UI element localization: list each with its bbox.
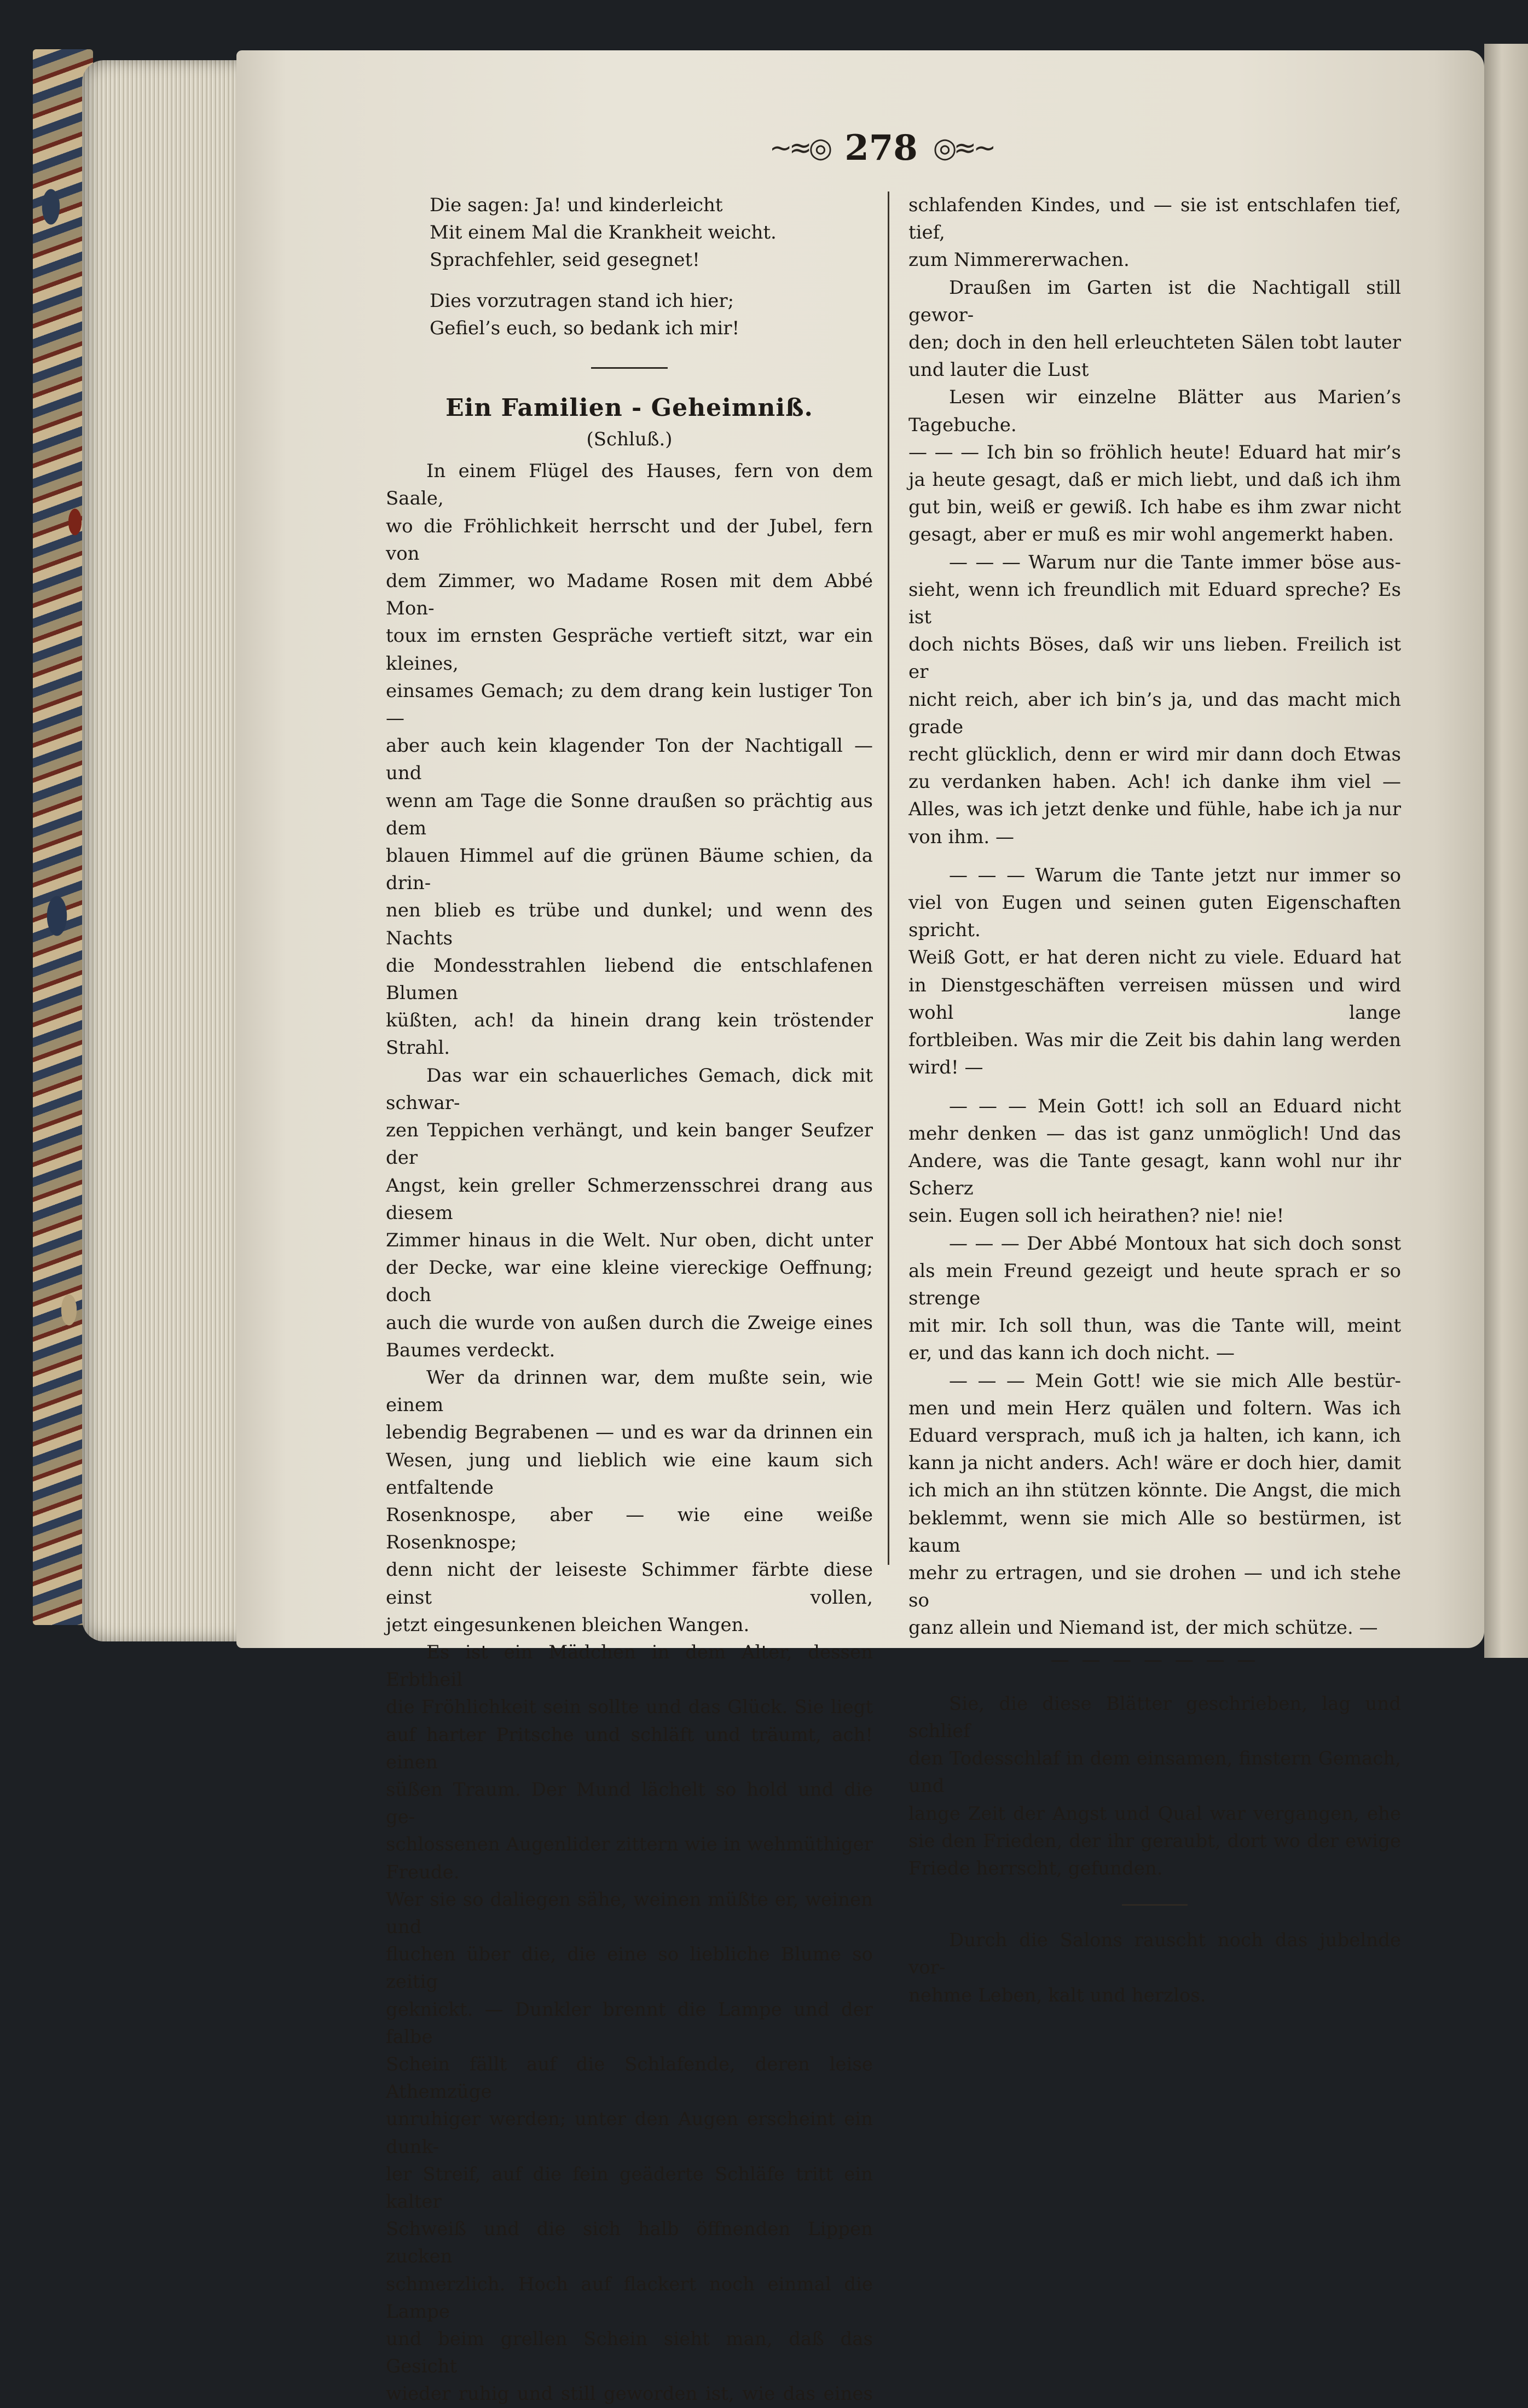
- text-line: Das war ein schauerliches Gemach, dick mit schwar-: [386, 1064, 873, 1114]
- text-line: dem Zimmer, wo Madame Rosen mit dem Abbé Mon-: [386, 570, 873, 620]
- text-line: — — — Warum die Tante jetzt nur immer so: [949, 864, 1401, 886]
- text-line: blauen Himmel auf die grünen Bäume schien, da drin-: [386, 845, 873, 895]
- text-line: Baumes verdeckt.: [386, 1339, 555, 1361]
- text-line: unruhiger werden; unter den Augen erscheint ein dunk-: [386, 2108, 873, 2158]
- article-title: Ein Familien - Geheimniß.: [445, 394, 813, 422]
- text-line: Wer da drinnen war, dem mußte sein, wie einem: [386, 1366, 873, 1417]
- text-line: lange Zeit der Angst und Qual war vergangen, ehe: [908, 1802, 1401, 1825]
- paragraph: [386, 1639, 873, 2408]
- text-line: einsames Gemach; zu dem drang kein lustiger Ton —: [386, 680, 873, 730]
- verse-line: Mit einem Mal die Krankheit weicht.: [430, 222, 777, 244]
- text-line: schlossenen Augenlider zittern wie in wehmüthiger Freude.: [386, 1833, 873, 1883]
- text-line: lebendig Begrabenen — und es war da drinnen ein: [386, 1421, 873, 1444]
- paragraph: [908, 862, 1401, 1082]
- text-line: den; doch in den hell erleuchteten Sälen tobt lauter: [908, 332, 1401, 354]
- text-line: auf harter Pritsche und schläft und träumt, ach! einen: [386, 1724, 873, 1773]
- text-line: gut bin, weiß er gewiß. Ich habe es ihm zwar nicht: [908, 496, 1401, 519]
- text-line: und lauter die Lust: [908, 359, 1089, 381]
- dash-separator: — — — — — — —: [1050, 1649, 1259, 1671]
- text-line: Weiß Gott, er hat deren nicht zu viele. Eduard hat: [908, 947, 1401, 969]
- text-line: wieder ruhig und still geworden ist, wie das eines: [386, 2383, 873, 2405]
- text-line: nen blieb es trübe und dunkel; und wenn des Nachts: [386, 900, 873, 949]
- text-line: doch nichts Böses, daß wir uns lieben. Freilich ist er: [908, 634, 1401, 683]
- text-line: beklemmt, wenn sie mich Alle so bestürmen, ist kaum: [908, 1507, 1401, 1557]
- column-divider: [888, 192, 889, 1565]
- text-line: fluchen über die, die eine so liebliche Blume so zeitig: [386, 1943, 873, 1993]
- text-line: nehme Leben, kalt und herzlos.: [908, 1984, 1206, 2006]
- paragraph: [908, 1230, 1401, 1367]
- text-line: In einem Flügel des Hauses, fern von dem Saale,: [386, 460, 873, 510]
- article-subtitle: (Schluß.): [586, 428, 673, 451]
- page-header: [761, 123, 1002, 172]
- text-line: sie den Frieden, der ihr geraubt, dort wo der ewige: [908, 1830, 1401, 1852]
- text-line: Durch die Salons rauscht noch das jubelnde vor-: [908, 1929, 1401, 1979]
- paragraph: [908, 274, 1401, 384]
- paragraph: [908, 384, 1401, 548]
- text-line: auch die wurde von außen durch die Zweige eines: [386, 1312, 873, 1334]
- text-line: Schweiß und die sich halb öffnenden Lippen zucken: [386, 2218, 873, 2268]
- text-line: Eduard versprach, muß ich ja halten, ich kann, ich: [908, 1424, 1401, 1447]
- text-line: der Decke, war eine kleine viereckige Oeffnung; doch: [386, 1257, 873, 1307]
- page-edges: [82, 60, 241, 1641]
- text-line: zum Nimmererwachen.: [908, 249, 1130, 271]
- section-rule: [1122, 1904, 1188, 1906]
- ornament-left-icon: ~≈◎: [769, 132, 830, 164]
- text-line: schlafenden Kindes, und — sie ist entschlafen tief, tief,: [908, 194, 1401, 244]
- text-line: viel von Eugen und seinen guten Eigenschaften spricht.: [908, 892, 1401, 942]
- text-line: Es ist ein Mädchen in dem Alter, dessen Erbtheil: [386, 1641, 873, 1691]
- text-line: geknickt. — Dunkler brennt die Lampe und der falbe: [386, 1998, 873, 2048]
- text-line: süßen Traum. Der Mund lächelt so hold und die ge-: [386, 1778, 873, 1829]
- text-line: Lesen wir einzelne Blätter aus Marien’s Tagebuche.: [908, 386, 1401, 436]
- text-line: wo die Fröhlichkeit herrscht und der Jubel, fern von: [386, 515, 873, 565]
- text-line: — — — Ich bin so fröhlich heute! Eduard hat mir’s: [908, 441, 1401, 463]
- page-number: 278: [844, 127, 918, 169]
- text-line: fortbleiben. Was mir die Zeit bis dahin lang werden: [908, 1029, 1401, 1052]
- text-line: Rosenknospe, aber — wie eine weiße Rosenknospe;: [386, 1504, 873, 1554]
- text-line: Sie, die diese Blätter geschrieben, lag und schlief: [908, 1692, 1401, 1742]
- paragraph: [908, 1927, 1401, 2009]
- text-line: jetzt eingesunkenen bleichen Wangen.: [386, 1614, 750, 1636]
- text-line: mehr denken — das ist ganz unmöglich! Und das: [908, 1122, 1401, 1145]
- verse-line: Die sagen: Ja! und kinderleicht: [430, 194, 723, 216]
- paragraph: [386, 1364, 873, 1639]
- text-line: Andere, was die Tante gesagt, kann wohl nur ihr Scherz: [908, 1150, 1401, 1200]
- text-line: schmerzlich. Hoch auf flackert noch einmal die Lampe: [386, 2273, 873, 2323]
- text-line: aber auch kein klagender Ton der Nachtigall — und: [386, 735, 873, 785]
- text-line: in Dienstgeschäften verreisen müssen und wird wohl lange: [908, 974, 1401, 1024]
- text-line: kann ja nicht anders. Ach! wäre er doch hier, damit: [908, 1452, 1401, 1475]
- text-line: den Todesschlaf in dem einsamen, finstern Gemach, und: [908, 1748, 1401, 1797]
- paragraph: [908, 1093, 1401, 1230]
- paragraph: [386, 1062, 873, 1364]
- ornament-right-icon: ◎≈~: [933, 132, 993, 164]
- left-column: [386, 192, 873, 2408]
- text-line: recht glücklich, denn er wird mir dann doch Etwas: [908, 744, 1401, 766]
- text-line: denn nicht der leiseste Schimmer färbte diese einst vollen,: [386, 1559, 873, 1609]
- text-line: ich mich an ihn stützen könnte. Die Angst, die mich: [908, 1479, 1401, 1502]
- text-line: zen Teppichen verhängt, und kein banger Seufzer der: [386, 1119, 873, 1169]
- text-line: Zimmer hinaus in die Welt. Nur oben, dicht unter: [386, 1229, 873, 1251]
- paragraph: [386, 457, 873, 1061]
- text-line: er, und das kann ich doch nicht. —: [908, 1342, 1235, 1365]
- paragraph: [908, 192, 1401, 274]
- text-line: men und mein Herz quälen und foltern. Was ich: [908, 1397, 1401, 1419]
- text-line: ler Streif, auf die fein geäderte Schläfe tritt ein kalter: [386, 2163, 873, 2213]
- paragraph: [908, 1690, 1401, 1882]
- text-line: Wesen, jung und lieblich wie eine kaum sich entfaltende: [386, 1449, 873, 1499]
- text-line: von ihm. —: [908, 826, 1015, 848]
- facing-page-edge: [1484, 44, 1528, 1658]
- text-line: ganz allein und Niemand ist, der mich schütze. —: [908, 1617, 1378, 1639]
- right-column: [908, 192, 1401, 2009]
- text-line: küßten, ach! da hinein drang kein tröstender Strahl.: [386, 1009, 873, 1059]
- text-line: Schein fällt auf die Schlafende, deren leise Athemzüge: [386, 2053, 873, 2103]
- text-line: — — — Mein Gott! ich soll an Eduard nicht: [949, 1095, 1401, 1117]
- text-line: die Fröhlichkeit sein sollte und das Glück. Sie liegt: [386, 1696, 873, 1719]
- text-line: Draußen im Garten ist die Nachtigall still gewor-: [908, 276, 1401, 326]
- text-line: sein. Eugen soll ich heirathen? nie! nie!: [908, 1205, 1284, 1227]
- text-line: Friede herrscht, gefunden.: [908, 1857, 1163, 1879]
- text-line: und beim grellen Schein sieht man, daß das Gesicht: [386, 2328, 873, 2378]
- text-line: mehr zu ertragen, und sie drohen — und ich stehe so: [908, 1562, 1401, 1612]
- text-line: nicht reich, aber ich bin’s ja, und das macht mich grade: [908, 688, 1401, 738]
- text-line: wird! —: [908, 1057, 983, 1079]
- text-line: gesagt, aber er muß es mir wohl angemerkt haben.: [908, 524, 1394, 546]
- text-line: — — — Warum nur die Tante immer böse aus-: [949, 551, 1401, 573]
- text-line: Wer sie so daliegen sähe, weinen müßte er, weinen und: [386, 1888, 873, 1938]
- text-line: Alles, was ich jetzt denke und fühle, habe ich ja nur: [908, 798, 1401, 821]
- text-line: als mein Freund gezeigt und heute sprach er so strenge: [908, 1260, 1401, 1309]
- text-line: ja heute gesagt, daß er mich liebt, und daß ich ihm: [908, 469, 1401, 491]
- verse-line: Dies vorzutragen stand ich hier;: [430, 289, 734, 312]
- text-line: sieht, wenn ich freundlich mit Eduard spreche? Es ist: [908, 578, 1401, 629]
- section-rule: [591, 367, 668, 369]
- text-line: toux im ernsten Gespräche vertieft sitzt, war ein kleines,: [386, 625, 873, 675]
- text-line: Angst, kein greller Schmerzensschrei drang aus diesem: [386, 1174, 873, 1224]
- paragraph: [908, 1367, 1401, 1642]
- text-line: — — — Mein Gott! wie sie mich Alle bestür-: [949, 1370, 1401, 1392]
- text-line: — — — Der Abbé Montoux hat sich doch sonst: [949, 1232, 1401, 1255]
- text-line: wenn am Tage die Sonne draußen so prächtig aus dem: [386, 790, 873, 839]
- paragraph: [908, 549, 1401, 851]
- text-line: die Mondesstrahlen liebend die entschlafenen Blumen: [386, 954, 873, 1005]
- verse-line: Sprachfehler, seid gesegnet!: [430, 249, 700, 271]
- verse-line: Gefiel’s euch, so bedank ich mir!: [430, 317, 740, 339]
- text-line: zu verdanken haben. Ach! ich danke ihm viel —: [908, 771, 1401, 793]
- text-line: mit mir. Ich soll thun, was die Tante will, meint: [908, 1315, 1401, 1337]
